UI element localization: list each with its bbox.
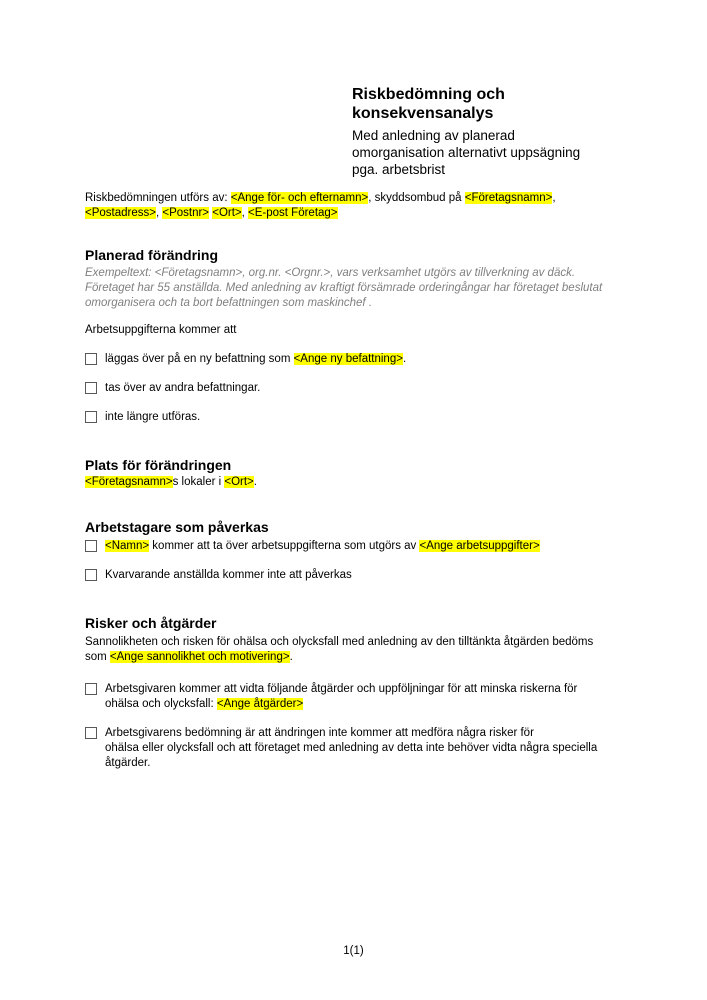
text-segment: ,: [241, 207, 249, 219]
text-line: [105, 539, 540, 554]
placeholder-highlight[interactable]: <Ort>: [212, 207, 242, 219]
example-paragraph: [85, 266, 645, 311]
text-segment: , skyddsombud på: [368, 192, 465, 204]
checkbox-row: [85, 352, 645, 367]
text-segment: ,: [155, 207, 163, 219]
document-content: [85, 0, 645, 771]
placeholder-highlight[interactable]: <Ange sannolikhet och motivering>: [109, 651, 290, 663]
checkbox-row: [85, 726, 645, 771]
text-segment: omorganisera och ta bort befattningen som maskinchef .: [85, 297, 373, 309]
checkbox[interactable]: [85, 727, 97, 739]
text-line: [85, 475, 645, 490]
lead-arbetsuppgifterna: Arbetsuppgifterna kommer att: [85, 324, 237, 336]
text-line: [352, 127, 632, 144]
text-line: [105, 726, 597, 741]
checkbox[interactable]: [85, 353, 97, 365]
checkbox-label: [105, 352, 406, 367]
heading-risker-och-atgarder: Risker och åtgärder: [85, 615, 217, 631]
checkbox[interactable]: [85, 382, 97, 394]
text-line: [105, 568, 352, 583]
checkbox-row: [85, 410, 645, 425]
text-line: [352, 144, 632, 161]
text-line: [105, 352, 406, 367]
placeholder-highlight[interactable]: <Företagsnamn>: [85, 476, 173, 488]
placeholder-highlight[interactable]: <Ange åtgärder>: [216, 698, 304, 710]
checkbox-row: [85, 539, 645, 554]
text-line: [352, 85, 632, 104]
text-line: [85, 266, 645, 281]
title-block: [352, 85, 632, 178]
placeholder-highlight[interactable]: <Ange arbetsuppgifter>: [419, 540, 540, 552]
checkbox-label: [105, 381, 260, 396]
text-line: [352, 161, 632, 178]
text-segment: ohälsa eller olycksfall och att företaget med anledning av detta inte behöver vidta några speciella: [105, 742, 598, 754]
intro-paragraph: [85, 191, 645, 221]
document-subtitle: [352, 127, 632, 178]
text-segment: s lokaler i: [172, 476, 225, 488]
text-segment: Företaget har 55 anställda. Med anledning av kraftigt försämrade orderingångar har företaget beslutat: [85, 282, 603, 294]
text-line: [85, 650, 645, 665]
text-segment: .: [253, 476, 257, 488]
checkbox[interactable]: [85, 411, 97, 423]
text-line: [105, 741, 597, 756]
text-segment: kommer att ta över arbetsuppgifterna som utgörs av: [149, 540, 420, 552]
text-line: [105, 682, 577, 697]
checkbox-row: [85, 381, 645, 396]
text-line: [85, 635, 645, 650]
heading-arbetstagare-som-paverkas: Arbetstagare som påverkas: [85, 519, 269, 535]
text-line: [85, 281, 645, 296]
checkbox[interactable]: [85, 569, 97, 581]
checkbox-label: [105, 410, 200, 425]
text-segment: Riskbedömningen utförs av:: [85, 192, 231, 204]
text-segment: Med anledning av planerad: [352, 128, 515, 143]
text-segment: .: [402, 353, 407, 365]
placeholder-highlight[interactable]: <Ort>: [224, 476, 254, 488]
text-segment: .: [289, 651, 293, 663]
placeholder-highlight[interactable]: <Postadress>: [85, 207, 156, 219]
text-segment: pga. arbetsbrist: [352, 162, 446, 177]
text-line: [105, 381, 260, 396]
text-segment: Sannolikheten och risken för ohälsa och olycksfall med anledning av den tilltänkta åtgärden bedöms: [85, 636, 594, 648]
text-segment: Kvarvarande anställda kommer inte att påverkas: [105, 569, 352, 581]
text-line: [352, 104, 632, 123]
page-number: 1(1): [343, 945, 364, 957]
placeholder-highlight[interactable]: <Postnr>: [162, 207, 210, 219]
text-segment: konsekvensanalys: [352, 105, 494, 122]
text-line: [85, 191, 645, 206]
checkbox-label: [105, 539, 540, 554]
text-line: [85, 296, 645, 311]
risker-paragraph: [85, 635, 645, 665]
text-segment: Arbetsgivarens bedömning är att ändringen inte kommer att medföra några risker för: [105, 727, 534, 739]
placeholder-highlight[interactable]: <Ange ny befattning>: [293, 353, 403, 365]
checkbox-label: [105, 682, 577, 712]
text-segment: läggas över på en ny befattning som: [105, 353, 294, 365]
checkbox-label: [105, 726, 597, 771]
checkbox[interactable]: [85, 540, 97, 552]
text-segment: inte längre utföras.: [105, 411, 201, 423]
placeholder-highlight[interactable]: <Företagsnamn>: [464, 192, 553, 204]
plats-paragraph: [85, 475, 645, 490]
text-line: [105, 756, 597, 771]
text-segment: Riskbedömning och: [352, 86, 505, 103]
placeholder-highlight[interactable]: <Namn>: [105, 540, 150, 552]
text-segment: tas över av andra befattningar.: [105, 382, 261, 394]
text-segment: som: [85, 651, 110, 663]
checkbox-row: [85, 568, 645, 583]
heading-planerad-forandring: Planerad förändring: [85, 247, 219, 263]
placeholder-highlight[interactable]: <E-post Företag>: [248, 207, 338, 219]
text-line: [85, 206, 645, 221]
heading-plats-for-forandringen: Plats för förändringen: [85, 457, 232, 473]
text-segment: omorganisation alternativt uppsägning: [352, 145, 581, 160]
checkbox-row: [85, 682, 645, 712]
text-segment: ,: [552, 192, 556, 204]
text-segment: Arbetsgivaren kommer att vidta följande åtgärder och uppföljningar för att minska riskerna för: [105, 683, 578, 695]
text-line: [105, 410, 200, 425]
text-segment: Exempeltext: <Företagsnamn>, org.nr. <Orgnr.>, vars verksamhet utgörs av tillverkning av däck.: [85, 267, 576, 279]
document-title: [352, 85, 632, 123]
text-segment: ohälsa och olycksfall:: [105, 698, 217, 710]
text-segment: åtgärder.: [105, 757, 151, 769]
checkbox[interactable]: [85, 683, 97, 695]
checkbox-label: [105, 568, 352, 583]
text-line: [105, 697, 577, 712]
placeholder-highlight[interactable]: <Ange för- och efternamn>: [230, 192, 369, 204]
